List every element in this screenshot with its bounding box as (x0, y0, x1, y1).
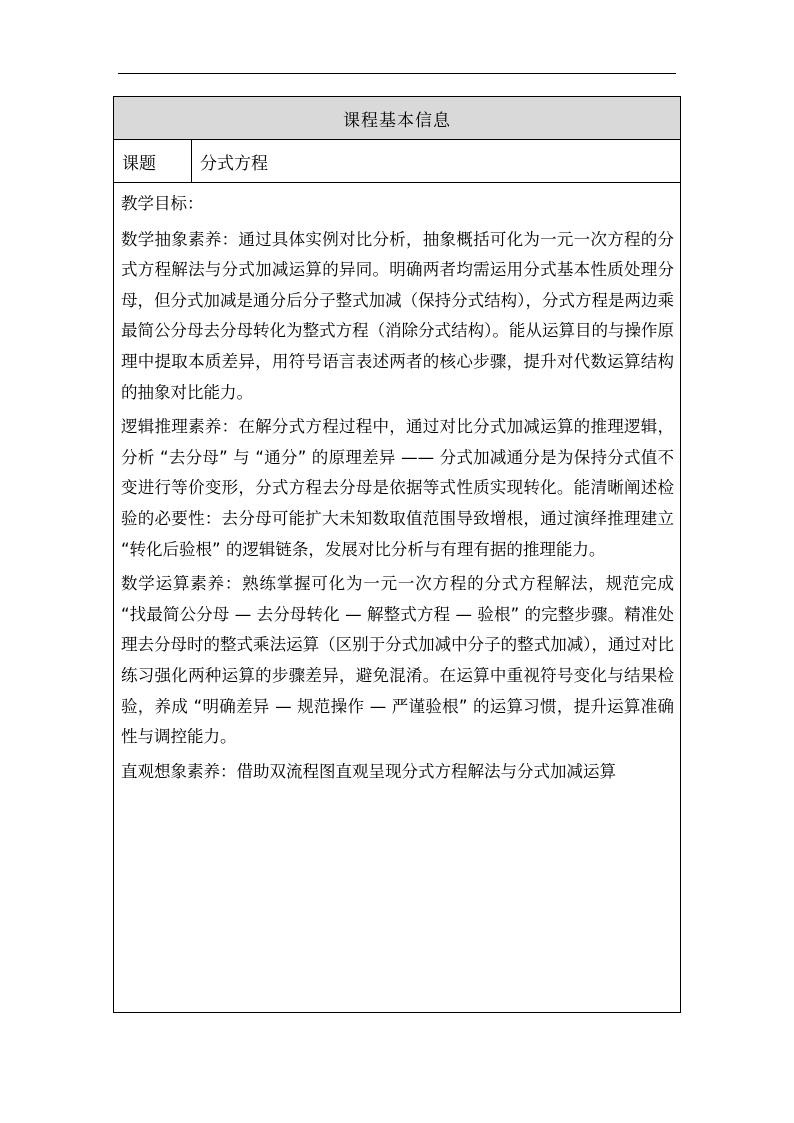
logical-reasoning-paragraph: 逻辑推理素养：在解分式方程过程中，通过对比分式加减运算的推理逻辑，分析 “去分母” 与 “通分” 的原理差异 —— 分式加减通分是为保持分式值不变进行等价变形，分式方程去分母是依据等式性质实现转化。能清晰阐述检验的必要性：去分母可能扩大未知数取值范围导致增根，通过演绎推理建立 “转化后验根” 的逻辑链条，发展对比分析与有理有据的推理能力。 (121, 417, 674, 559)
intuitive-imagination-paragraph: 直观想象素养：借助双流程图直观呈现分式方程解法与分式加减运算 (121, 761, 616, 781)
topic-row (114, 140, 680, 183)
topic-value: 分式方程 (200, 153, 268, 174)
math-operation-paragraph: 数学运算素养：熟练掌握可化为一元一次方程的分式方程解法，规范完成 “找最简公分母 — 去分母转化 — 解整式方程 — 验根” 的完整步骤。精准处理去分母时的整式乘法运算（区别于分式加减中分子的整式加减），通过对比练习强化两种运算的步骤差异，避免混淆。在运算中重视符号变化与结果检验，养成 “明确差异 — 规范操作 — 严谨验根” 的运算习惯，提升运算准确性与调控能力。 (121, 574, 674, 747)
math-abstraction-paragraph: 数学抽象素养：通过具体实例对比分析，抽象概括可化为一元一次方程的分式方程解法与分式加减运算的异同。明确两者均需运用分式基本性质处理分母，但分式加减是通分后分子整式加减（保持分式结构），分式方程是两边乘最简公分母去分母转化为整式方程（消除分式结构）。能从运算目的与操作原理中提取本质差异，用符号语言表述两者的核心步骤，提升对代数运算结构的抽象对比能力。 (121, 229, 674, 402)
topic-label: 课题 (114, 140, 192, 182)
course-info-table (113, 96, 681, 1013)
page-header-rule (118, 73, 676, 74)
table-title: 课程基本信息 (114, 97, 680, 140)
objectives-cell (114, 183, 680, 787)
objectives-heading: 教学目标： (121, 194, 204, 213)
